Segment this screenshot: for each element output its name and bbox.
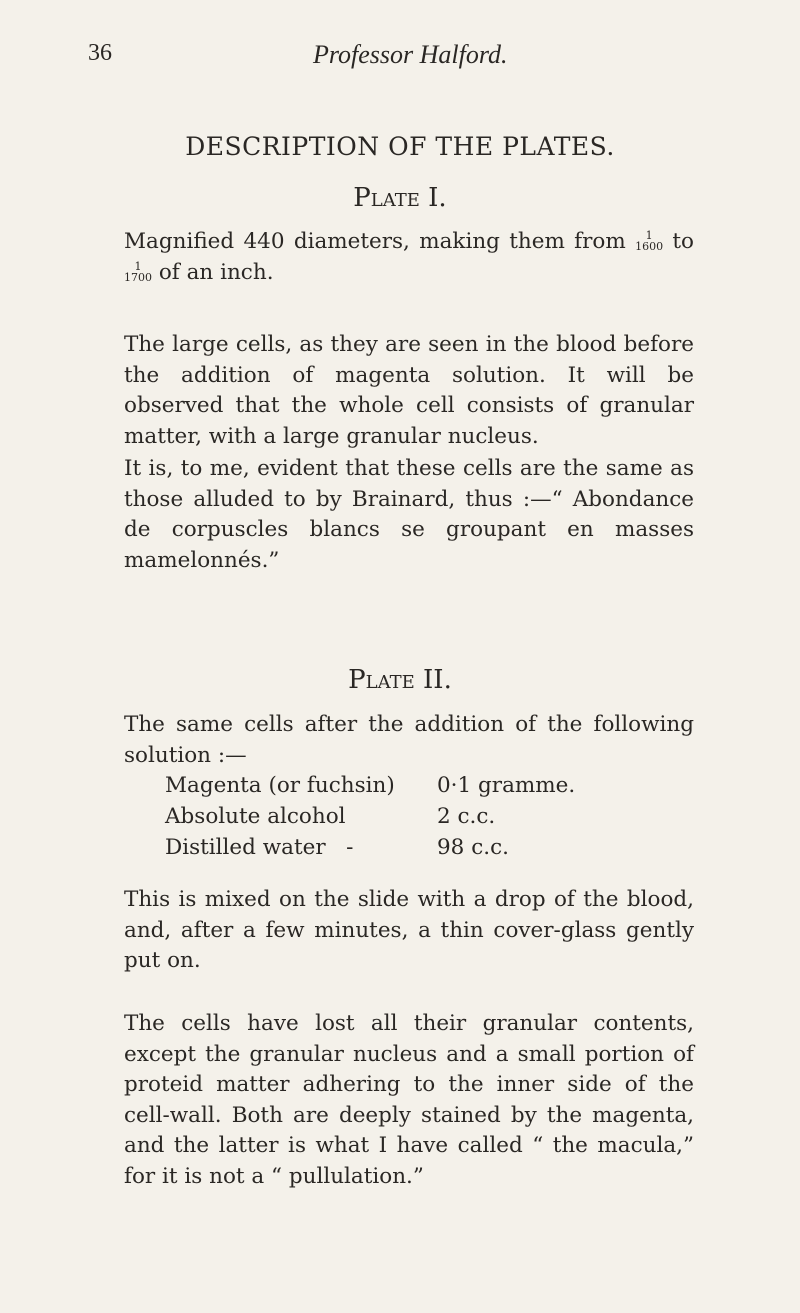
fraction-2 bbox=[124, 261, 152, 283]
plate-2-intro: The same cells after the addition of the following solution :— bbox=[124, 712, 694, 768]
plate-1-heading: Plate I. bbox=[353, 183, 447, 213]
fraction-1-denominator: 1600 bbox=[635, 240, 664, 253]
magnification-end: of an inch. bbox=[158, 259, 274, 285]
plate-1-paragraph-brainard: It is, to me, evident that these cells are the same as those alluded to by Brainard, thus :—“ Abondance de corpuscles blancs se groupant en masses mamelonnés.” bbox=[124, 456, 694, 573]
section-title: DESCRIPTION OF THE PLATES. bbox=[185, 132, 615, 161]
recipe-amount: 0·1 gramme. bbox=[437, 773, 576, 798]
plate-1-paragraph-large-cells: The large cells, as they are seen in the blood before the addition of magenta solution. It will be observed that the whole cell consists of granular matter, with a large granular nucleus. bbox=[124, 332, 694, 449]
running-head: Professor Halford. bbox=[313, 40, 508, 69]
plate-1-magnification bbox=[124, 227, 694, 288]
page-header bbox=[88, 40, 768, 84]
recipe-ingredient: Absolute alcohol bbox=[165, 804, 346, 829]
recipe-row bbox=[165, 801, 665, 832]
fraction-1-numerator: 1 bbox=[645, 229, 653, 242]
plate-2-paragraph-cells: The cells have lost all their granular contents, except the granular nucleus and a small portion of proteid matter adhering to the inner side of the cell-wall. Both are deeply stained by the magenta, and the latter is what I have called “ the macula,” for it is not a “ pullulation.” bbox=[124, 1011, 694, 1189]
plate-2-paragraph-mixed: This is mixed on the slide with a drop of the blood, and, after a few minutes, a thin cover-glass gently put on. bbox=[124, 887, 694, 973]
recipe-ingredient: Distilled water - bbox=[165, 835, 354, 860]
recipe-ingredient: Magenta (or fuchsin) bbox=[165, 773, 395, 798]
recipe-amount: 98 c.c. bbox=[437, 835, 509, 860]
recipe-amount: 2 c.c. bbox=[437, 804, 496, 829]
magnification-text: Magnified 440 diameters, making them from bbox=[124, 229, 626, 254]
magnification-to: to bbox=[672, 229, 694, 254]
plate-2-heading: Plate II. bbox=[348, 665, 452, 695]
fraction-1 bbox=[635, 230, 663, 252]
fraction-2-numerator: 1 bbox=[134, 259, 142, 273]
recipe-row bbox=[165, 832, 665, 863]
page-number: 36 bbox=[88, 40, 112, 66]
fraction-2-denominator: 1700 bbox=[124, 270, 152, 284]
solution-recipe bbox=[165, 770, 665, 863]
recipe-row bbox=[165, 770, 665, 801]
